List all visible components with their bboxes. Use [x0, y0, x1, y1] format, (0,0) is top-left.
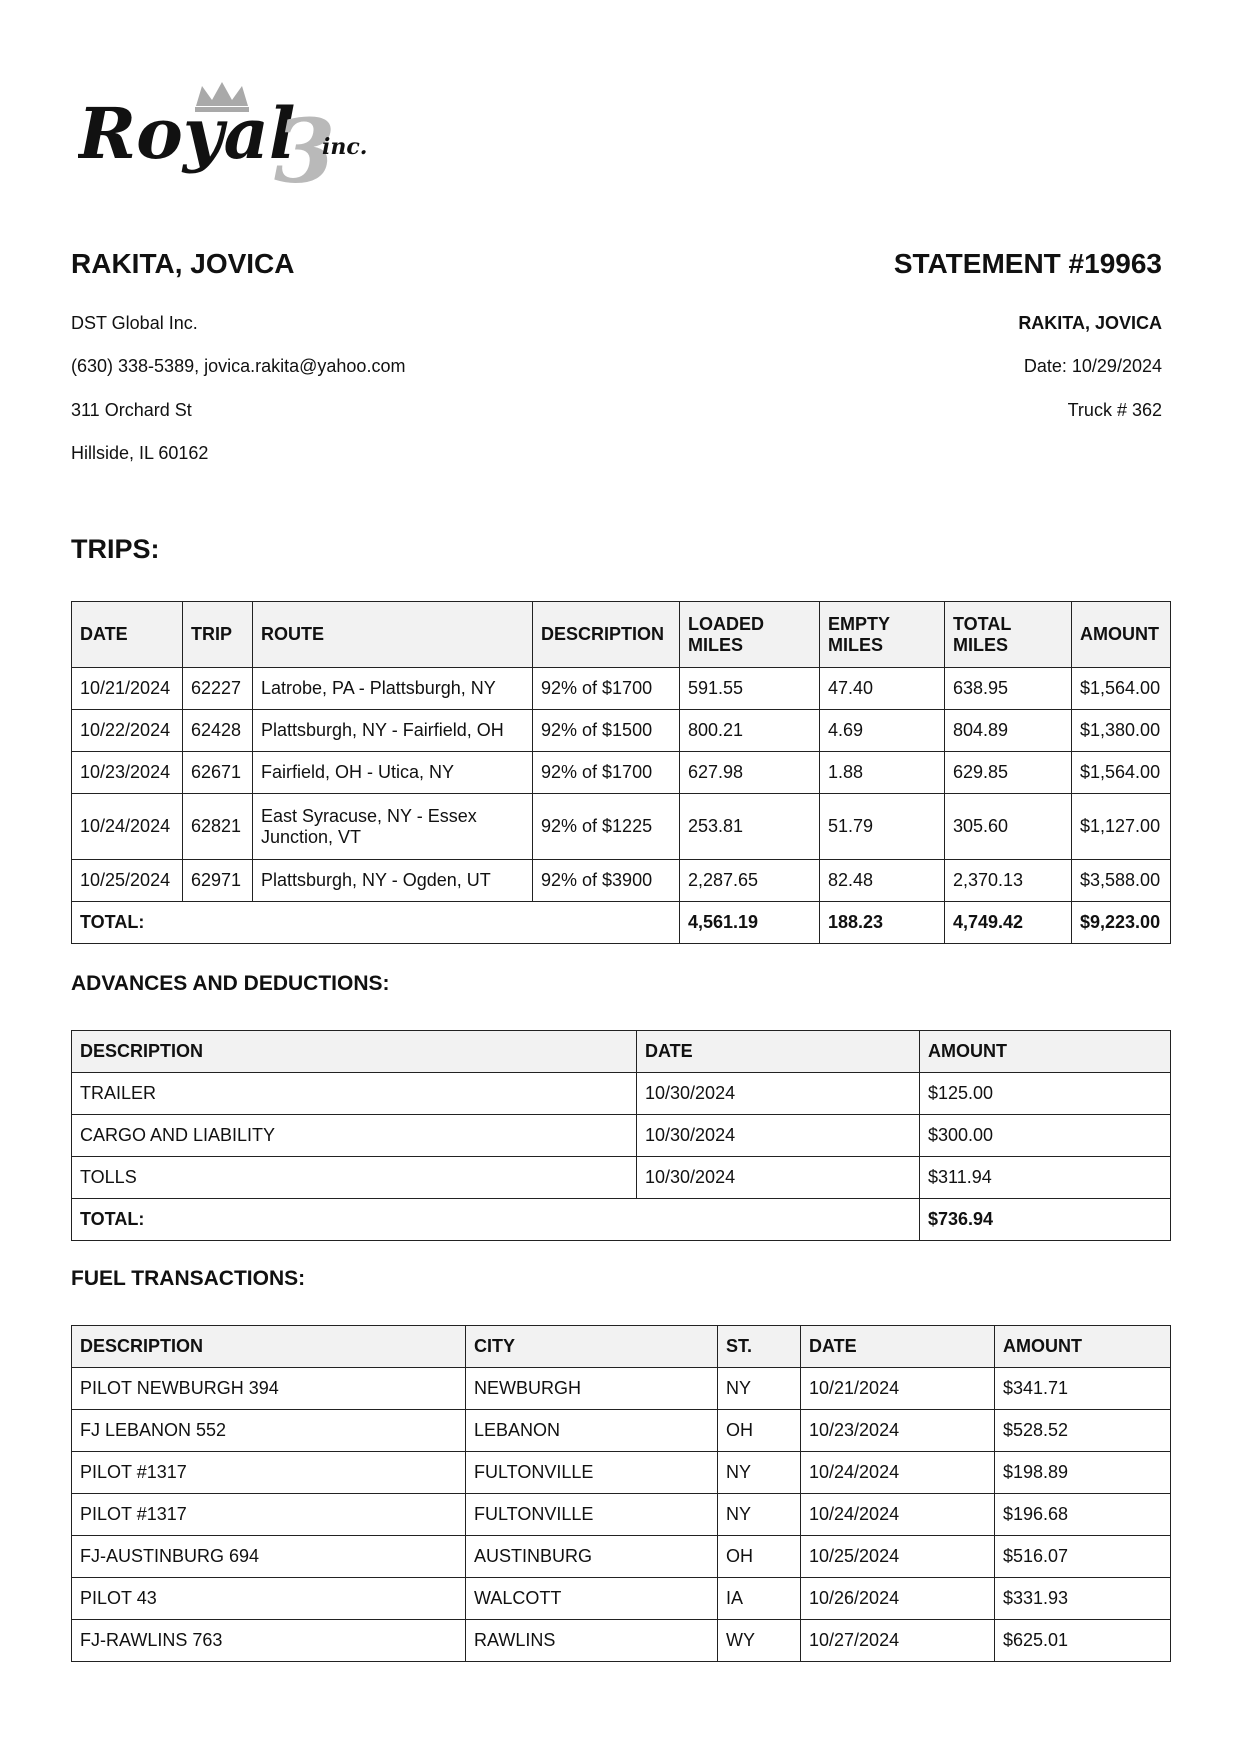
- total-miles: 638.95: [945, 668, 1072, 710]
- total-empty-miles: 188.23: [820, 902, 945, 944]
- fuel-city: AUSTINBURG: [466, 1536, 718, 1578]
- table-row: [72, 1157, 1171, 1199]
- table-row: [72, 752, 1171, 794]
- trip-description: 92% of $1500: [533, 710, 680, 752]
- fuel-city: NEWBURGH: [466, 1368, 718, 1410]
- fuel-amount: $625.01: [995, 1620, 1171, 1662]
- table-row: [72, 1620, 1171, 1662]
- total-miles: 629.85: [945, 752, 1072, 794]
- svg-text:inc.: inc.: [322, 134, 368, 160]
- fuel-description: PILOT 43: [72, 1578, 466, 1620]
- table-row: [72, 710, 1171, 752]
- deduction-description: CARGO AND LIABILITY: [72, 1115, 637, 1157]
- statement-title: STATEMENT #19963: [893, 248, 1162, 279]
- col-header: TRIP: [183, 602, 253, 668]
- deductions-heading: ADVANCES AND DEDUCTIONS:: [71, 972, 390, 995]
- deduction-description: TOLLS: [72, 1157, 637, 1199]
- trip-number: 62971: [183, 860, 253, 902]
- trip-description: 92% of $1225: [533, 794, 680, 860]
- fuel-description: FJ LEBANON 552: [72, 1410, 466, 1452]
- svg-text:3: 3: [274, 99, 336, 190]
- fuel-state: NY: [718, 1452, 801, 1494]
- fuel-state: OH: [718, 1410, 801, 1452]
- fuel-date: 10/26/2024: [801, 1578, 995, 1620]
- trip-description: 92% of $3900: [533, 860, 680, 902]
- empty-miles: 82.48: [820, 860, 945, 902]
- trip-number: 62428: [183, 710, 253, 752]
- fuel-table: [71, 1325, 1171, 1662]
- empty-miles: 51.79: [820, 794, 945, 860]
- loaded-miles: 800.21: [680, 710, 820, 752]
- deduction-amount: $311.94: [920, 1157, 1171, 1199]
- trip-description: 92% of $1700: [533, 752, 680, 794]
- fuel-date: 10/21/2024: [801, 1368, 995, 1410]
- col-header: DATE: [637, 1031, 920, 1073]
- fuel-city: FULTONVILLE: [466, 1494, 718, 1536]
- loaded-miles: 591.55: [680, 668, 820, 710]
- fuel-city: WALCOTT: [466, 1578, 718, 1620]
- total-amount: $736.94: [920, 1199, 1171, 1241]
- company-logo: [78, 78, 388, 190]
- fuel-amount: $198.89: [995, 1452, 1171, 1494]
- table-row: [72, 1115, 1171, 1157]
- trips-header-row: [72, 602, 1171, 668]
- driver-street: 311 Orchard St: [71, 400, 192, 420]
- table-row: [72, 1536, 1171, 1578]
- fuel-amount: $196.68: [995, 1494, 1171, 1536]
- statement-truck: Truck # 362: [1067, 400, 1162, 420]
- total-miles: 4,749.42: [945, 902, 1072, 944]
- fuel-description: PILOT #1317: [72, 1494, 466, 1536]
- col-header: AMOUNT: [920, 1031, 1171, 1073]
- trip-date: 10/25/2024: [72, 860, 183, 902]
- total-label: TOTAL:: [72, 1199, 920, 1241]
- col-header: DESCRIPTION: [533, 602, 680, 668]
- deductions-table: [71, 1030, 1171, 1241]
- deduction-description: TRAILER: [72, 1073, 637, 1115]
- trip-amount: $3,588.00: [1072, 860, 1171, 902]
- fuel-heading: FUEL TRANSACTIONS:: [71, 1267, 306, 1290]
- fuel-city: RAWLINS: [466, 1620, 718, 1662]
- col-header: DESCRIPTION: [72, 1031, 637, 1073]
- deduction-date: 10/30/2024: [637, 1073, 920, 1115]
- trip-route: Plattsburgh, NY - Fairfield, OH: [253, 710, 533, 752]
- statement-date: Date: 10/29/2024: [1023, 356, 1162, 376]
- trip-date: 10/22/2024: [72, 710, 183, 752]
- empty-miles: 4.69: [820, 710, 945, 752]
- table-row: [72, 1578, 1171, 1620]
- fuel-description: FJ-AUSTINBURG 694: [72, 1536, 466, 1578]
- fuel-state: IA: [718, 1578, 801, 1620]
- statement-name: RAKITA, JOVICA: [1018, 313, 1162, 333]
- table-row: [72, 1073, 1171, 1115]
- deductions-total-row: [72, 1199, 1171, 1241]
- trip-number: 62821: [183, 794, 253, 860]
- fuel-amount: $341.71: [995, 1368, 1171, 1410]
- deduction-amount: $300.00: [920, 1115, 1171, 1157]
- trip-amount: $1,564.00: [1072, 668, 1171, 710]
- trip-number: 62227: [183, 668, 253, 710]
- col-header: DESCRIPTION: [72, 1326, 466, 1368]
- total-miles: 2,370.13: [945, 860, 1072, 902]
- fuel-date: 10/27/2024: [801, 1620, 995, 1662]
- table-row: [72, 1410, 1171, 1452]
- deduction-amount: $125.00: [920, 1073, 1171, 1115]
- trip-amount: $1,380.00: [1072, 710, 1171, 752]
- fuel-date: 10/25/2024: [801, 1536, 995, 1578]
- trip-amount: $1,564.00: [1072, 752, 1171, 794]
- fuel-state: OH: [718, 1536, 801, 1578]
- driver-city: Hillside, IL 60162: [71, 443, 209, 463]
- driver-contact: (630) 338-5389, jovica.rakita@yahoo.com: [71, 356, 406, 376]
- trip-route: Fairfield, OH - Utica, NY: [253, 752, 533, 794]
- empty-miles: 47.40: [820, 668, 945, 710]
- fuel-state: NY: [718, 1494, 801, 1536]
- table-row: [72, 1494, 1171, 1536]
- trip-route: Latrobe, PA - Plattsburgh, NY: [253, 668, 533, 710]
- trip-date: 10/21/2024: [72, 668, 183, 710]
- col-header: AMOUNT: [1072, 602, 1171, 668]
- col-header: DATE: [801, 1326, 995, 1368]
- col-header: CITY: [466, 1326, 718, 1368]
- fuel-state: NY: [718, 1368, 801, 1410]
- deduction-date: 10/30/2024: [637, 1157, 920, 1199]
- total-loaded-miles: 4,561.19: [680, 902, 820, 944]
- table-row: [72, 1368, 1171, 1410]
- table-row: [72, 668, 1171, 710]
- col-header: AMOUNT: [995, 1326, 1171, 1368]
- loaded-miles: 627.98: [680, 752, 820, 794]
- fuel-header-row: [72, 1326, 1171, 1368]
- driver-name-heading: RAKITA, JOVICA: [71, 248, 295, 279]
- fuel-amount: $516.07: [995, 1536, 1171, 1578]
- trip-route: East Syracuse, NY - Essex Junction, VT: [253, 794, 533, 860]
- col-header: TOTAL MILES: [945, 602, 1072, 668]
- table-row: [72, 794, 1171, 860]
- total-miles: 305.60: [945, 794, 1072, 860]
- col-header: DATE: [72, 602, 183, 668]
- fuel-amount: $528.52: [995, 1410, 1171, 1452]
- total-amount: $9,223.00: [1072, 902, 1171, 944]
- trip-number: 62671: [183, 752, 253, 794]
- trip-date: 10/24/2024: [72, 794, 183, 860]
- fuel-description: PILOT NEWBURGH 394: [72, 1368, 466, 1410]
- fuel-city: FULTONVILLE: [466, 1452, 718, 1494]
- trip-route: Plattsburgh, NY - Ogden, UT: [253, 860, 533, 902]
- fuel-date: 10/24/2024: [801, 1452, 995, 1494]
- fuel-city: LEBANON: [466, 1410, 718, 1452]
- table-row: [72, 860, 1171, 902]
- trips-total-row: [72, 902, 1171, 944]
- fuel-date: 10/23/2024: [801, 1410, 995, 1452]
- fuel-date: 10/24/2024: [801, 1494, 995, 1536]
- trip-description: 92% of $1700: [533, 668, 680, 710]
- trip-date: 10/23/2024: [72, 752, 183, 794]
- trips-heading: TRIPS:: [71, 534, 160, 564]
- deductions-header-row: [72, 1031, 1171, 1073]
- svg-text:Royal: Royal: [78, 92, 296, 175]
- col-header: ST.: [718, 1326, 801, 1368]
- total-miles: 804.89: [945, 710, 1072, 752]
- col-header: EMPTY MILES: [820, 602, 945, 668]
- fuel-state: WY: [718, 1620, 801, 1662]
- trip-amount: $1,127.00: [1072, 794, 1171, 860]
- total-label: TOTAL:: [72, 902, 680, 944]
- col-header: ROUTE: [253, 602, 533, 668]
- trips-table: [71, 601, 1171, 944]
- loaded-miles: 2,287.65: [680, 860, 820, 902]
- loaded-miles: 253.81: [680, 794, 820, 860]
- driver-company: DST Global Inc.: [71, 313, 198, 333]
- fuel-description: PILOT #1317: [72, 1452, 466, 1494]
- col-header: LOADED MILES: [680, 602, 820, 668]
- fuel-amount: $331.93: [995, 1578, 1171, 1620]
- empty-miles: 1.88: [820, 752, 945, 794]
- table-row: [72, 1452, 1171, 1494]
- fuel-description: FJ-RAWLINS 763: [72, 1620, 466, 1662]
- deduction-date: 10/30/2024: [637, 1115, 920, 1157]
